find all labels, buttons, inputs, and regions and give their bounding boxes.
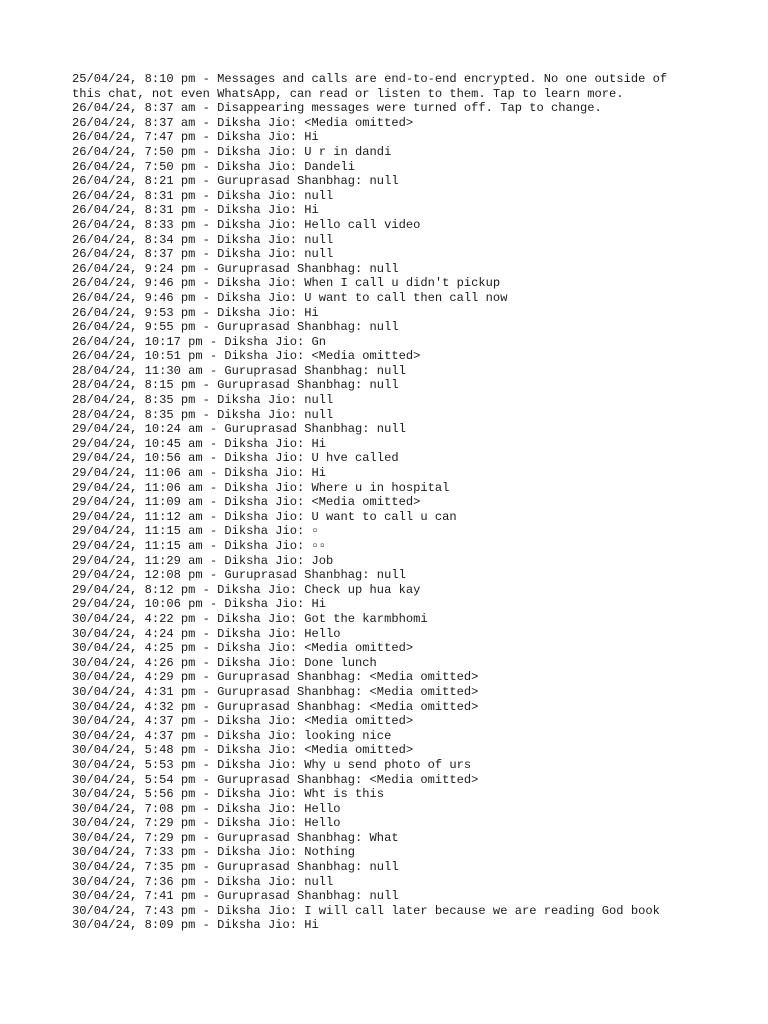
- chat-line: 28/04/24, 8:15 pm - Guruprasad Shanbhag: null: [72, 378, 399, 393]
- chat-line: 30/04/24, 7:41 pm - Guruprasad Shanbhag: null: [72, 889, 399, 904]
- chat-line: 28/04/24, 8:35 pm - Diksha Jio: null: [72, 393, 334, 408]
- chat-line: 26/04/24, 8:37 pm - Diksha Jio: null: [72, 247, 334, 262]
- chat-line: 26/04/24, 8:37 am - Diksha Jio: <Media omitted>: [72, 115, 414, 130]
- chat-line: 29/04/24, 11:12 am - Diksha Jio: U want to call u can: [72, 509, 457, 524]
- chat-line: 30/04/24, 7:08 pm - Diksha Jio: Hello: [72, 801, 341, 816]
- chat-line: 30/04/24, 4:31 pm - Guruprasad Shanbhag: <Media omitted>: [72, 684, 479, 699]
- chat-line: 26/04/24, 7:47 pm - Diksha Jio: Hi: [72, 130, 319, 145]
- chat-line: 26/04/24, 10:17 pm - Diksha Jio: Gn: [72, 334, 327, 349]
- chat-line: 29/04/24, 11:29 am - Diksha Jio: Job: [72, 553, 334, 568]
- system-notice-line: 25/04/24, 8:10 pm - Messages and calls are end-to-end encrypted. No one outside of: [72, 72, 668, 86]
- chat-line: 29/04/24, 11:06 am - Diksha Jio: Hi: [72, 466, 327, 481]
- chat-line: 30/04/24, 4:32 pm - Guruprasad Shanbhag: <Media omitted>: [72, 699, 479, 714]
- chat-line: 28/04/24, 8:35 pm - Diksha Jio: null: [72, 407, 334, 422]
- chat-line: 30/04/24, 5:54 pm - Guruprasad Shanbhag: <Media omitted>: [72, 772, 479, 787]
- chat-line: 30/04/24, 4:37 pm - Diksha Jio: <Media omitted>: [72, 714, 414, 729]
- chat-line: 26/04/24, 8:34 pm - Diksha Jio: null: [72, 232, 334, 247]
- chat-line: 30/04/24, 8:09 pm - Diksha Jio: Hi: [72, 918, 319, 933]
- chat-line: 26/04/24, 7:50 pm - Diksha Jio: Dandeli: [72, 159, 356, 174]
- system-notice-line: this chat, not even WhatsApp, can read or listen to them. Tap to learn more.: [72, 86, 624, 101]
- chat-line: 26/04/24, 8:31 pm - Diksha Jio: Hi: [72, 203, 319, 218]
- chat-line: 29/04/24, 10:45 am - Diksha Jio: Hi: [72, 436, 327, 451]
- chat-line: 30/04/24, 7:36 pm - Diksha Jio: null: [72, 874, 334, 889]
- chat-line: 26/04/24, 8:37 am - Disappearing messages were turned off. Tap to change.: [72, 101, 602, 116]
- chat-line: 26/04/24, 9:53 pm - Diksha Jio: Hi: [72, 305, 319, 320]
- chat-line: 29/04/24, 10:56 am - Diksha Jio: U hve called: [72, 451, 399, 466]
- chat-line: 29/04/24, 11:06 am - Diksha Jio: Where u in hospital: [72, 480, 450, 495]
- chat-log: [72, 72, 712, 933]
- chat-line: 26/04/24, 9:46 pm - Diksha Jio: When I call u didn't pickup: [72, 276, 501, 291]
- chat-line: 26/04/24, 8:31 pm - Diksha Jio: null: [72, 188, 334, 203]
- chat-line: 26/04/24, 9:46 pm - Diksha Jio: U want to call then call now: [72, 290, 508, 305]
- chat-line: 30/04/24, 5:48 pm - Diksha Jio: <Media omitted>: [72, 743, 414, 758]
- chat-line: 29/04/24, 12:08 pm - Guruprasad Shanbhag: null: [72, 568, 406, 583]
- chat-line: 30/04/24, 7:35 pm - Guruprasad Shanbhag: null: [72, 860, 399, 875]
- chat-line: 29/04/24, 10:06 pm - Diksha Jio: Hi: [72, 597, 327, 612]
- chat-line: 29/04/24, 10:24 am - Guruprasad Shanbhag: null: [72, 422, 406, 437]
- chat-line: 26/04/24, 7:50 pm - Diksha Jio: U r in dandi: [72, 144, 392, 159]
- chat-line: 26/04/24, 8:33 pm - Diksha Jio: Hello call video: [72, 217, 421, 232]
- chat-line: 30/04/24, 7:29 pm - Diksha Jio: Hello: [72, 816, 341, 831]
- chat-line: 30/04/24, 7:29 pm - Guruprasad Shanbhag: What: [72, 830, 399, 845]
- chat-line: 30/04/24, 4:25 pm - Diksha Jio: <Media omitted>: [72, 641, 414, 656]
- chat-line: 30/04/24, 4:22 pm - Diksha Jio: Got the karmbhomi: [72, 611, 428, 626]
- chat-line: 30/04/24, 4:24 pm - Diksha Jio: Hello: [72, 626, 341, 641]
- chat-line: 29/04/24, 11:15 am - Diksha Jio: ▫: [72, 524, 319, 539]
- chat-line: 30/04/24, 7:33 pm - Diksha Jio: Nothing: [72, 845, 356, 860]
- chat-line: 29/04/24, 8:12 pm - Diksha Jio: Check up hua kay: [72, 582, 421, 597]
- chat-line: 30/04/24, 4:37 pm - Diksha Jio: looking nice: [72, 728, 392, 743]
- chat-line: 30/04/24, 4:29 pm - Guruprasad Shanbhag: <Media omitted>: [72, 670, 479, 685]
- chat-line: 30/04/24, 5:53 pm - Diksha Jio: Why u send photo of urs: [72, 757, 472, 772]
- chat-line: 29/04/24, 11:09 am - Diksha Jio: <Media omitted>: [72, 495, 421, 510]
- chat-line: 28/04/24, 11:30 am - Guruprasad Shanbhag: null: [72, 363, 406, 378]
- chat-line: 30/04/24, 7:43 pm - Diksha Jio: I will call later because we are reading God book: [72, 903, 660, 918]
- chat-line: 26/04/24, 10:51 pm - Diksha Jio: <Media omitted>: [72, 349, 421, 364]
- chat-line: 29/04/24, 11:15 am - Diksha Jio: ▫▫: [72, 539, 327, 553]
- chat-line: 26/04/24, 8:21 pm - Guruprasad Shanbhag: null: [72, 174, 399, 189]
- chat-line: 26/04/24, 9:55 pm - Guruprasad Shanbhag: null: [72, 320, 399, 335]
- chat-line: 30/04/24, 4:26 pm - Diksha Jio: Done lunch: [72, 655, 377, 670]
- chat-line: 30/04/24, 5:56 pm - Diksha Jio: Wht is this: [72, 787, 385, 802]
- chat-line: 26/04/24, 9:24 pm - Guruprasad Shanbhag: null: [72, 261, 399, 276]
